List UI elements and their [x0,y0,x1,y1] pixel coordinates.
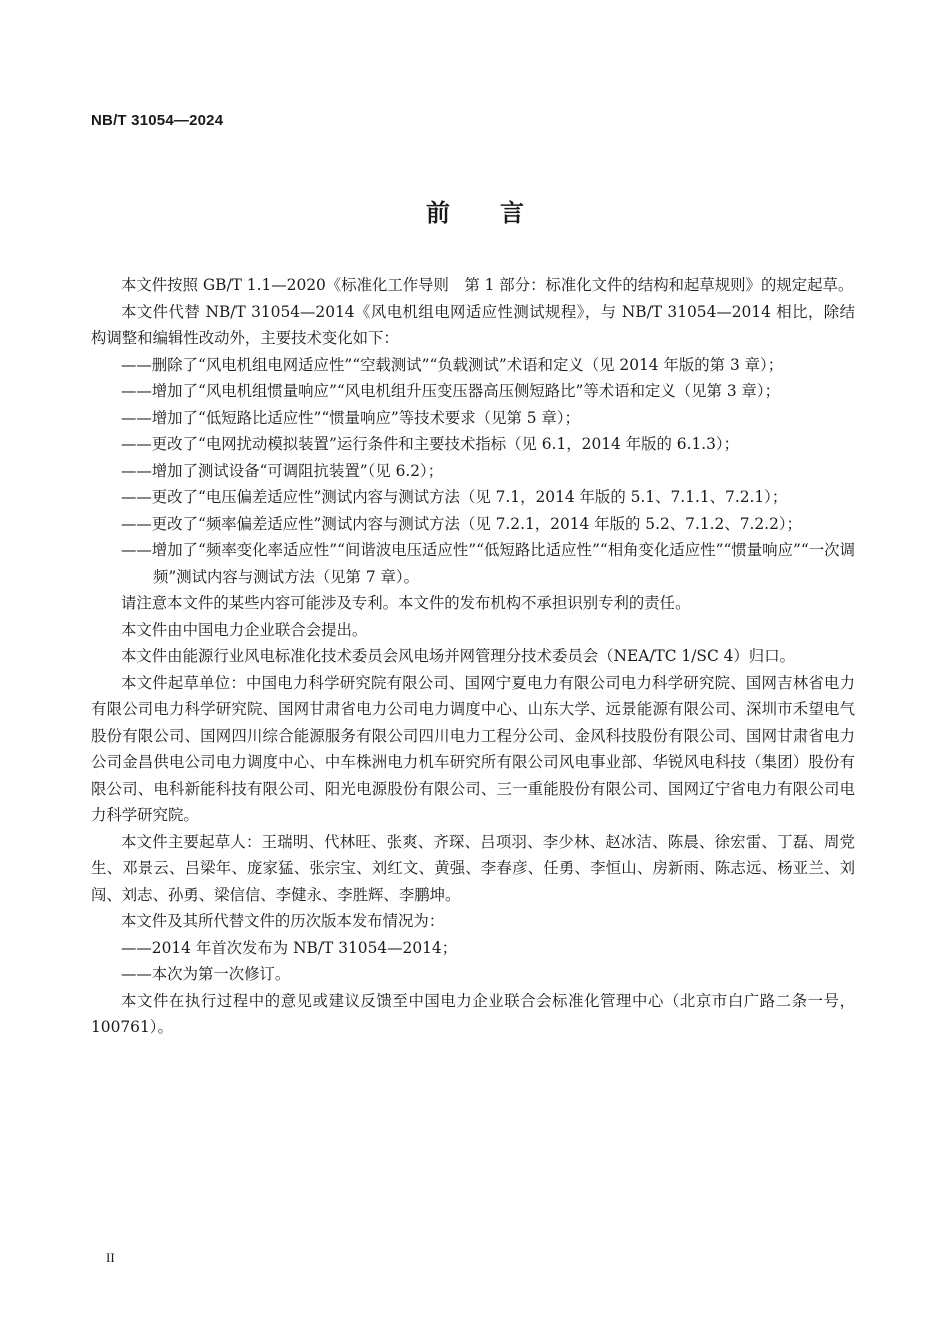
version-item: ——2014 年首次发布为 NB/T 31054—2014； [121,938,458,957]
paragraph-patent-notice: 请注意本文件的某些内容可能涉及专利。本文件的发布机构不承担识别专利的责任。 [121,594,691,612]
paragraph-drafters: 本文件主要起草人：王瑞明、代林旺、张爽、齐琛、吕项羽、李少林、赵冰洁、陈晨、徐宏雷、丁磊、周党生、邓景云、吕梁年、庞家猛、张宗宝、刘红文、黄强、李春彦、任勇、李恒山、房新雨、陈志远、杨亚兰、刘闯、刘志、孙勇、梁信信、李健永、李胜辉、李鹏坤。 [91,832,855,904]
change-item: ——更改了“电网扰动模拟装置”运行条件和主要技术指标（见 6.1，2014 年版的 6.1.3）； [121,435,740,453]
paragraph-proposed-by: 本文件由中国电力企业联合会提出。 [121,620,368,639]
paragraph-drafting-basis: 本文件按照 GB/T 1.1—2020《标准化工作导则 第 1 部分：标准化文件的结构和起草规则》的规定起草。 [121,276,854,294]
change-item: ——增加了“低短路比适应性”“惯量响应”等技术要求（见第 5 章）； [121,408,580,427]
paragraph-drafting-units: 本文件起草单位：中国电力科学研究院有限公司、国网宁夏电力有限公司电力科学研究院、国网吉林省电力有限公司电力科学研究院、国网甘肃省电力公司电力调度中心、山东大学、远景能源有限公司、深圳市禾望电气股份有限公司、国网四川综合能源服务有限公司四川电力工程分公司、金风科技股份有限公司、国网甘肃省电力公司金昌供电公司电力调度中心、中车株洲电力机车研究所有限公司风电事业部、华锐风电科技（集团）股份有限公司、电科新能科技有限公司、阳光电源股份有限公司、三一重能股份有限公司、国网辽宁省电力有限公司电力科学研究院。 [91,673,855,824]
standard-number: NB/T 31054—2024 [91,112,224,129]
version-item: ——本次为第一次修订。 [121,965,291,983]
foreword-body [91,272,855,1041]
change-item: ——增加了“风电机组惯量响应”“风电机组升压变压器高压侧短路比”等术语和定义（见第 3 章）； [121,382,780,400]
page-title: 前言 [426,199,574,227]
change-item: ——删除了“风电机组电网适应性”“空载测试”“负载测试”术语和定义（见 2014 年版的第 3 章）； [121,355,784,374]
change-item: ——增加了“频率变化率适应性”“间谐波电压适应性”“低短路比适应性”“相角变化适应性”“惯量响应”“一次调频”测试内容与测试方法（见第 7 章）。 [121,541,855,586]
change-item: ——更改了“频率偏差适应性”测试内容与测试方法（见 7.2.1，2014 年版的 5.2、7.1.2、7.2.2）； [121,514,802,533]
change-item: ——更改了“电压偏差适应性”测试内容与测试方法（见 7.1，2014 年版的 5.1、7.1.1、7.2.1）； [121,488,788,506]
paragraph-version-history: 本文件及其所代替文件的历次版本发布情况为： [121,912,445,930]
paragraph-replacement-note: 本文件代替 NB/T 31054—2014《风电机组电网适应性测试规程》，与 NB/T 31054—2014 相比，除结构调整和编辑性改动外，主要技术变化如下： [91,302,855,347]
paragraph-feedback: 本文件在执行过程中的意见或建议反馈至中国电力企业联合会标准化管理中心（北京市白广路二条一号，100761）。 [91,991,855,1036]
paragraph-governed-by: 本文件由能源行业风电标准化技术委员会风电场并网管理分技术委员会（NEA/TC 1/SC 4）归口。 [121,647,795,665]
page-number: II [106,1250,115,1265]
change-item: ——增加了测试设备“可调阻抗装置”（见 6.2）； [121,461,444,480]
